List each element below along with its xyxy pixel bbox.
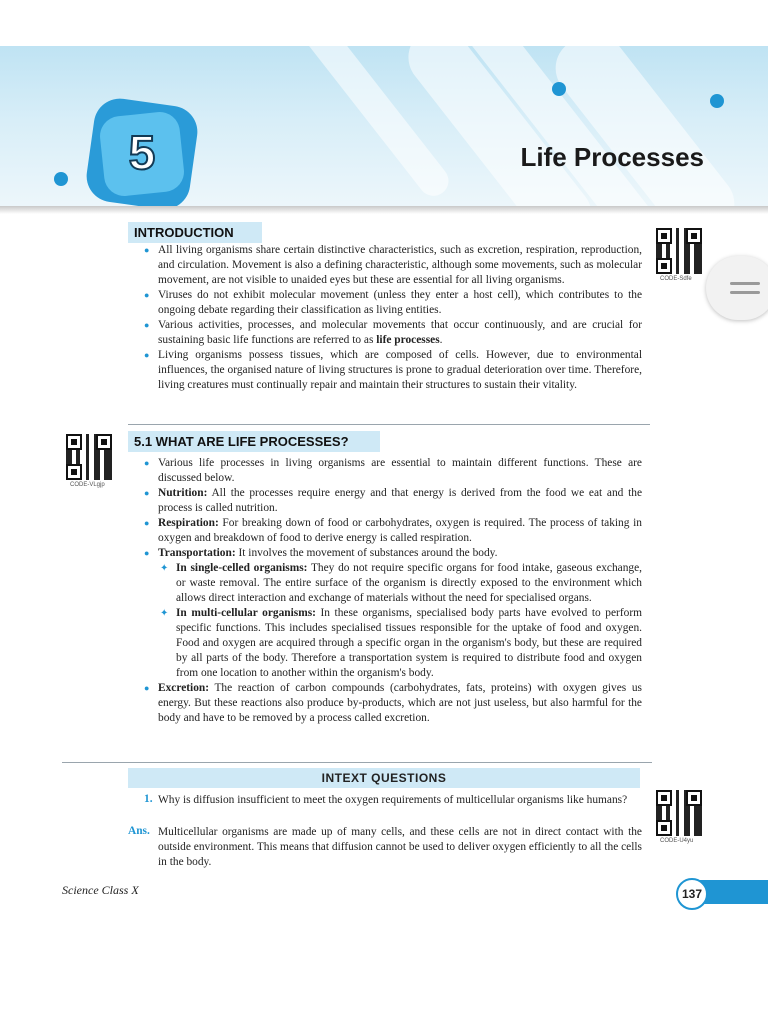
qr-code-label: CODE-U4yu [660, 838, 694, 844]
chapter-number-badge [90, 102, 194, 206]
decor-dot [552, 82, 566, 96]
life-processes-list [142, 456, 642, 726]
list-item: ● Nutrition: All the processes require energy and that energy is derived from the food we eat and the process is called nutrition. [142, 486, 642, 516]
list-item: ● Various activities, processes, and molecular movements that occur continuously, and are crucial for sustaining basic life functions are referred to as life processes. [142, 318, 642, 348]
book-title-footer: Science Class X [62, 883, 139, 897]
chapter-title: Life Processes [520, 142, 704, 172]
qr-code-image [656, 228, 702, 274]
list-item: ● All living organisms share certain distinctive characteristics, such as excretion, respiration, reproduction, and circulation. Movement is also a defining characteristic, although some movements, such as molecular movement, are not visible to unaided eyes but these are essential for all living organisms. [142, 243, 642, 288]
introduction-list [142, 243, 642, 393]
section-divider [128, 424, 650, 425]
answer-text: Multicellular organisms are made up of many cells, and these cells are not in direct contact with the outside environment. This means that diffusion cannot be used to deliver oxygen efficiently to all the cells in the body. [158, 826, 642, 868]
section-divider [62, 762, 652, 763]
list-item: ● Various life processes in living organisms are essential to maintain different functions. These are discussed below. [142, 456, 642, 486]
qr-code-image [656, 790, 702, 836]
question-text: Why is diffusion insufficient to meet the oxygen requirements of multicellular organisms like humans? [158, 794, 628, 806]
list-item: ● Viruses do not exhibit molecular movement (unless they enter a host cell), which contributes to the ongoing debate regarding their classification as living entities. [142, 288, 642, 318]
list-item: ● Living organisms possess tissues, which are composed of cells. However, due to environmental influences, the organised nature of living structures is prone to gradual deterioration over time. Therefore, living creatures must continually repair and maintain their structures to sustain their vitality. [142, 348, 642, 393]
answer-label: Ans. [128, 825, 150, 837]
list-item: ● Respiration: For breaking down of food or carbohydrates, oxygen is required. The process of taking in oxygen and breakdown of food to derive energy is called respiration. [142, 516, 642, 546]
textbook-page [0, 46, 768, 974]
sub-list-item: ✦ In single-celled organisms: They do not require specific organs for food intake, gaseous exchange, or waste removal. The entire surface of the organism is directly exposed to the environment which allows direct interaction and exchange of materials without the need for specialised organs. [158, 561, 642, 606]
sub-list-item: ✦ In multi-cellular organisms: In these organisms, specialised body parts have evolved to perform specific functions. This includes specialised tissues responsible for the uptake of food and oxygen. Food and oxygen are acquired through a specific organ in the organism's body, but these are required by all parts of the body. Therefore a transportation system is required to distribute food and oxygen from one location to another within the organism's body. [158, 606, 642, 681]
qr-code-image [66, 434, 112, 480]
decor-dot [710, 94, 724, 108]
transportation-sublist [158, 561, 642, 681]
list-item: ● Excretion: The reaction of carbon compounds (carbohydrates, fats, proteins) with oxygen gives us energy. But these reactions also produce by-products, which are not just useless, but also harmful for the body and have to be removed by a process called excretion. [142, 681, 642, 726]
intext-heading: INTEXT QUESTIONS [321, 771, 447, 785]
qr-code-label: CODE-VLgjp [70, 482, 105, 488]
section-heading: 5.1 WHAT ARE LIFE PROCESSES? [128, 431, 380, 452]
chapter-number: 5 [128, 127, 156, 180]
list-item: ● Transportation: It involves the movement of substances around the body. ✦ In single-celled organisms: They do not require specific organs for food intake, gaseous exchange, or waste removal. The entire surface of the organism is directly exposed to the environment which allows direct interaction and exchange of materials without the need for specialised organs. ✦ In multi-cellular organisms: In these organisms, specialised body parts have evolved to perform specific functions. This includes specialised tissues responsible for the uptake of food and oxygen. Food and oxygen are acquired through a specific organ in the organism's body, but these are required by all parts of the body. Therefore a transportation system is required to distribute food and oxygen from one location to another within the organism's body. [142, 546, 642, 681]
page-number: 137 [676, 878, 708, 910]
qr-code-label: CODE-Sdfe [660, 276, 692, 282]
side-panel-handle[interactable] [706, 256, 768, 320]
decor-dot [54, 172, 68, 186]
question-number: 1. [144, 793, 153, 805]
introduction-heading: INTRODUCTION [128, 222, 262, 243]
banner-divider [0, 206, 768, 214]
chapter-banner [0, 46, 768, 212]
